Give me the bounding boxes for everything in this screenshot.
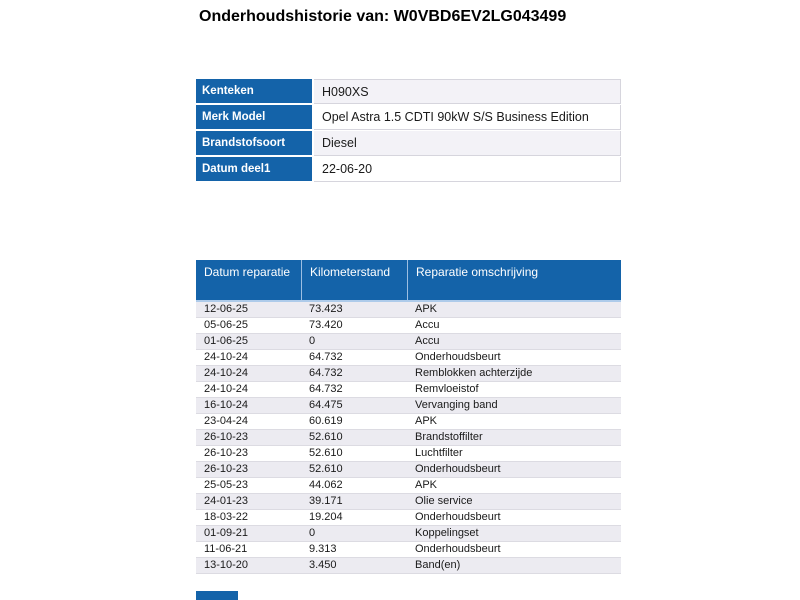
cell-reparatie-omschrijving: Remvloeistof bbox=[415, 383, 479, 395]
cell-reparatie-omschrijving: Band(en) bbox=[415, 559, 461, 571]
table-row bbox=[196, 494, 621, 510]
cutoff-table-header-fragment bbox=[196, 591, 238, 600]
cell-reparatie-omschrijving: Koppelingset bbox=[415, 527, 479, 539]
cell-reparatie-omschrijving: Accu bbox=[415, 319, 440, 331]
cell-datum-reparatie: 05-06-25 bbox=[204, 319, 249, 331]
table-row bbox=[196, 478, 621, 494]
history-table-body bbox=[196, 302, 621, 574]
column-header-3: Reparatie omschrijving bbox=[407, 260, 621, 300]
cell-reparatie-omschrijving: Onderhoudsbeurt bbox=[415, 511, 501, 523]
cell-kilometerstand: 44.062 bbox=[309, 479, 343, 491]
cell-kilometerstand: 64.732 bbox=[309, 351, 343, 363]
cell-datum-reparatie: 24-10-24 bbox=[204, 367, 249, 379]
table-row bbox=[196, 318, 621, 334]
table-row bbox=[196, 430, 621, 446]
column-header-1: Datum reparatie bbox=[204, 265, 291, 279]
table-row bbox=[196, 302, 621, 318]
cell-kilometerstand: 0 bbox=[309, 527, 316, 539]
table-row bbox=[196, 382, 621, 398]
cell-datum-reparatie: 13-10-20 bbox=[204, 559, 249, 571]
cell-kilometerstand: 73.420 bbox=[309, 319, 343, 331]
vehicle-info-row bbox=[196, 105, 621, 131]
table-row bbox=[196, 334, 621, 350]
table-row bbox=[196, 526, 621, 542]
vehicle-info-row bbox=[196, 79, 621, 105]
cell-datum-reparatie: 12-06-25 bbox=[204, 303, 249, 315]
cell-datum-reparatie: 26-10-23 bbox=[204, 447, 249, 459]
cell-reparatie-omschrijving: Olie service bbox=[415, 495, 473, 507]
cell-kilometerstand: 39.171 bbox=[309, 495, 343, 507]
cell-datum-reparatie: 16-10-24 bbox=[204, 399, 249, 411]
cell-kilometerstand: 64.732 bbox=[309, 367, 343, 379]
cell-reparatie-omschrijving: Brandstoffilter bbox=[415, 431, 483, 443]
cell-reparatie-omschrijving: Luchtfilter bbox=[415, 447, 463, 459]
table-row bbox=[196, 558, 621, 574]
table-row bbox=[196, 398, 621, 414]
cell-datum-reparatie: 25-05-23 bbox=[204, 479, 249, 491]
column-header-2: Kilometerstand bbox=[301, 260, 407, 300]
table-row bbox=[196, 350, 621, 366]
cell-kilometerstand: 19.204 bbox=[309, 511, 343, 523]
cell-reparatie-omschrijving: Onderhoudsbeurt bbox=[415, 463, 501, 475]
cell-kilometerstand: 60.619 bbox=[309, 415, 343, 427]
cell-reparatie-omschrijving: Vervanging band bbox=[415, 399, 498, 411]
cell-datum-reparatie: 26-10-23 bbox=[204, 431, 249, 443]
cell-reparatie-omschrijving: APK bbox=[415, 479, 438, 491]
cell-datum-reparatie: 01-06-25 bbox=[204, 335, 249, 347]
table-row bbox=[196, 542, 621, 558]
cell-kilometerstand: 64.732 bbox=[309, 383, 343, 395]
vehicle-info-row bbox=[196, 157, 621, 183]
cell-kilometerstand: 73.423 bbox=[309, 303, 343, 315]
cell-kilometerstand: 52.610 bbox=[309, 431, 343, 443]
cell-datum-reparatie: 24-10-24 bbox=[204, 351, 249, 363]
maintenance-history-table bbox=[196, 260, 621, 574]
vehicle-info-label: Datum deel1 bbox=[196, 157, 314, 181]
cell-datum-reparatie: 18-03-22 bbox=[204, 511, 249, 523]
vehicle-info-label: Brandstofsoort bbox=[196, 131, 314, 155]
vehicle-info-row bbox=[196, 131, 621, 157]
page-title: Onderhoudshistorie van: W0VBD6EV2LG043499 bbox=[199, 8, 567, 25]
cell-reparatie-omschrijving: APK bbox=[415, 303, 438, 315]
vehicle-info-table bbox=[196, 79, 621, 183]
cell-datum-reparatie: 24-10-24 bbox=[204, 383, 249, 395]
cell-datum-reparatie: 23-04-24 bbox=[204, 415, 249, 427]
cell-reparatie-omschrijving: Remblokken achterzijde bbox=[415, 367, 533, 379]
cell-kilometerstand: 52.610 bbox=[309, 463, 343, 475]
vehicle-info-label: Kenteken bbox=[196, 79, 314, 103]
cell-kilometerstand: 52.610 bbox=[309, 447, 343, 459]
table-row bbox=[196, 462, 621, 478]
cell-kilometerstand: 9.313 bbox=[309, 543, 337, 555]
vehicle-info-value: H090XS bbox=[314, 79, 621, 104]
cell-reparatie-omschrijving: Accu bbox=[415, 335, 440, 347]
cell-reparatie-omschrijving: APK bbox=[415, 415, 438, 427]
cell-datum-reparatie: 01-09-21 bbox=[204, 527, 249, 539]
table-row bbox=[196, 366, 621, 382]
cell-kilometerstand: 0 bbox=[309, 335, 316, 347]
vehicle-info-label: Merk Model bbox=[196, 105, 314, 129]
table-row bbox=[196, 414, 621, 430]
history-table-header-row bbox=[196, 260, 621, 302]
table-row bbox=[196, 510, 621, 526]
cell-datum-reparatie: 24-01-23 bbox=[204, 495, 249, 507]
cell-reparatie-omschrijving: Onderhoudsbeurt bbox=[415, 543, 501, 555]
vehicle-info-value: Opel Astra 1.5 CDTI 90kW S/S Business Edition bbox=[314, 105, 621, 130]
table-row bbox=[196, 446, 621, 462]
cell-kilometerstand: 3.450 bbox=[309, 559, 337, 571]
cell-reparatie-omschrijving: Onderhoudsbeurt bbox=[415, 351, 501, 363]
cell-kilometerstand: 64.475 bbox=[309, 399, 343, 411]
cell-datum-reparatie: 26-10-23 bbox=[204, 463, 249, 475]
cell-datum-reparatie: 11-06-21 bbox=[204, 543, 248, 555]
vehicle-info-value: 22-06-20 bbox=[314, 157, 621, 182]
vehicle-info-value: Diesel bbox=[314, 131, 621, 156]
